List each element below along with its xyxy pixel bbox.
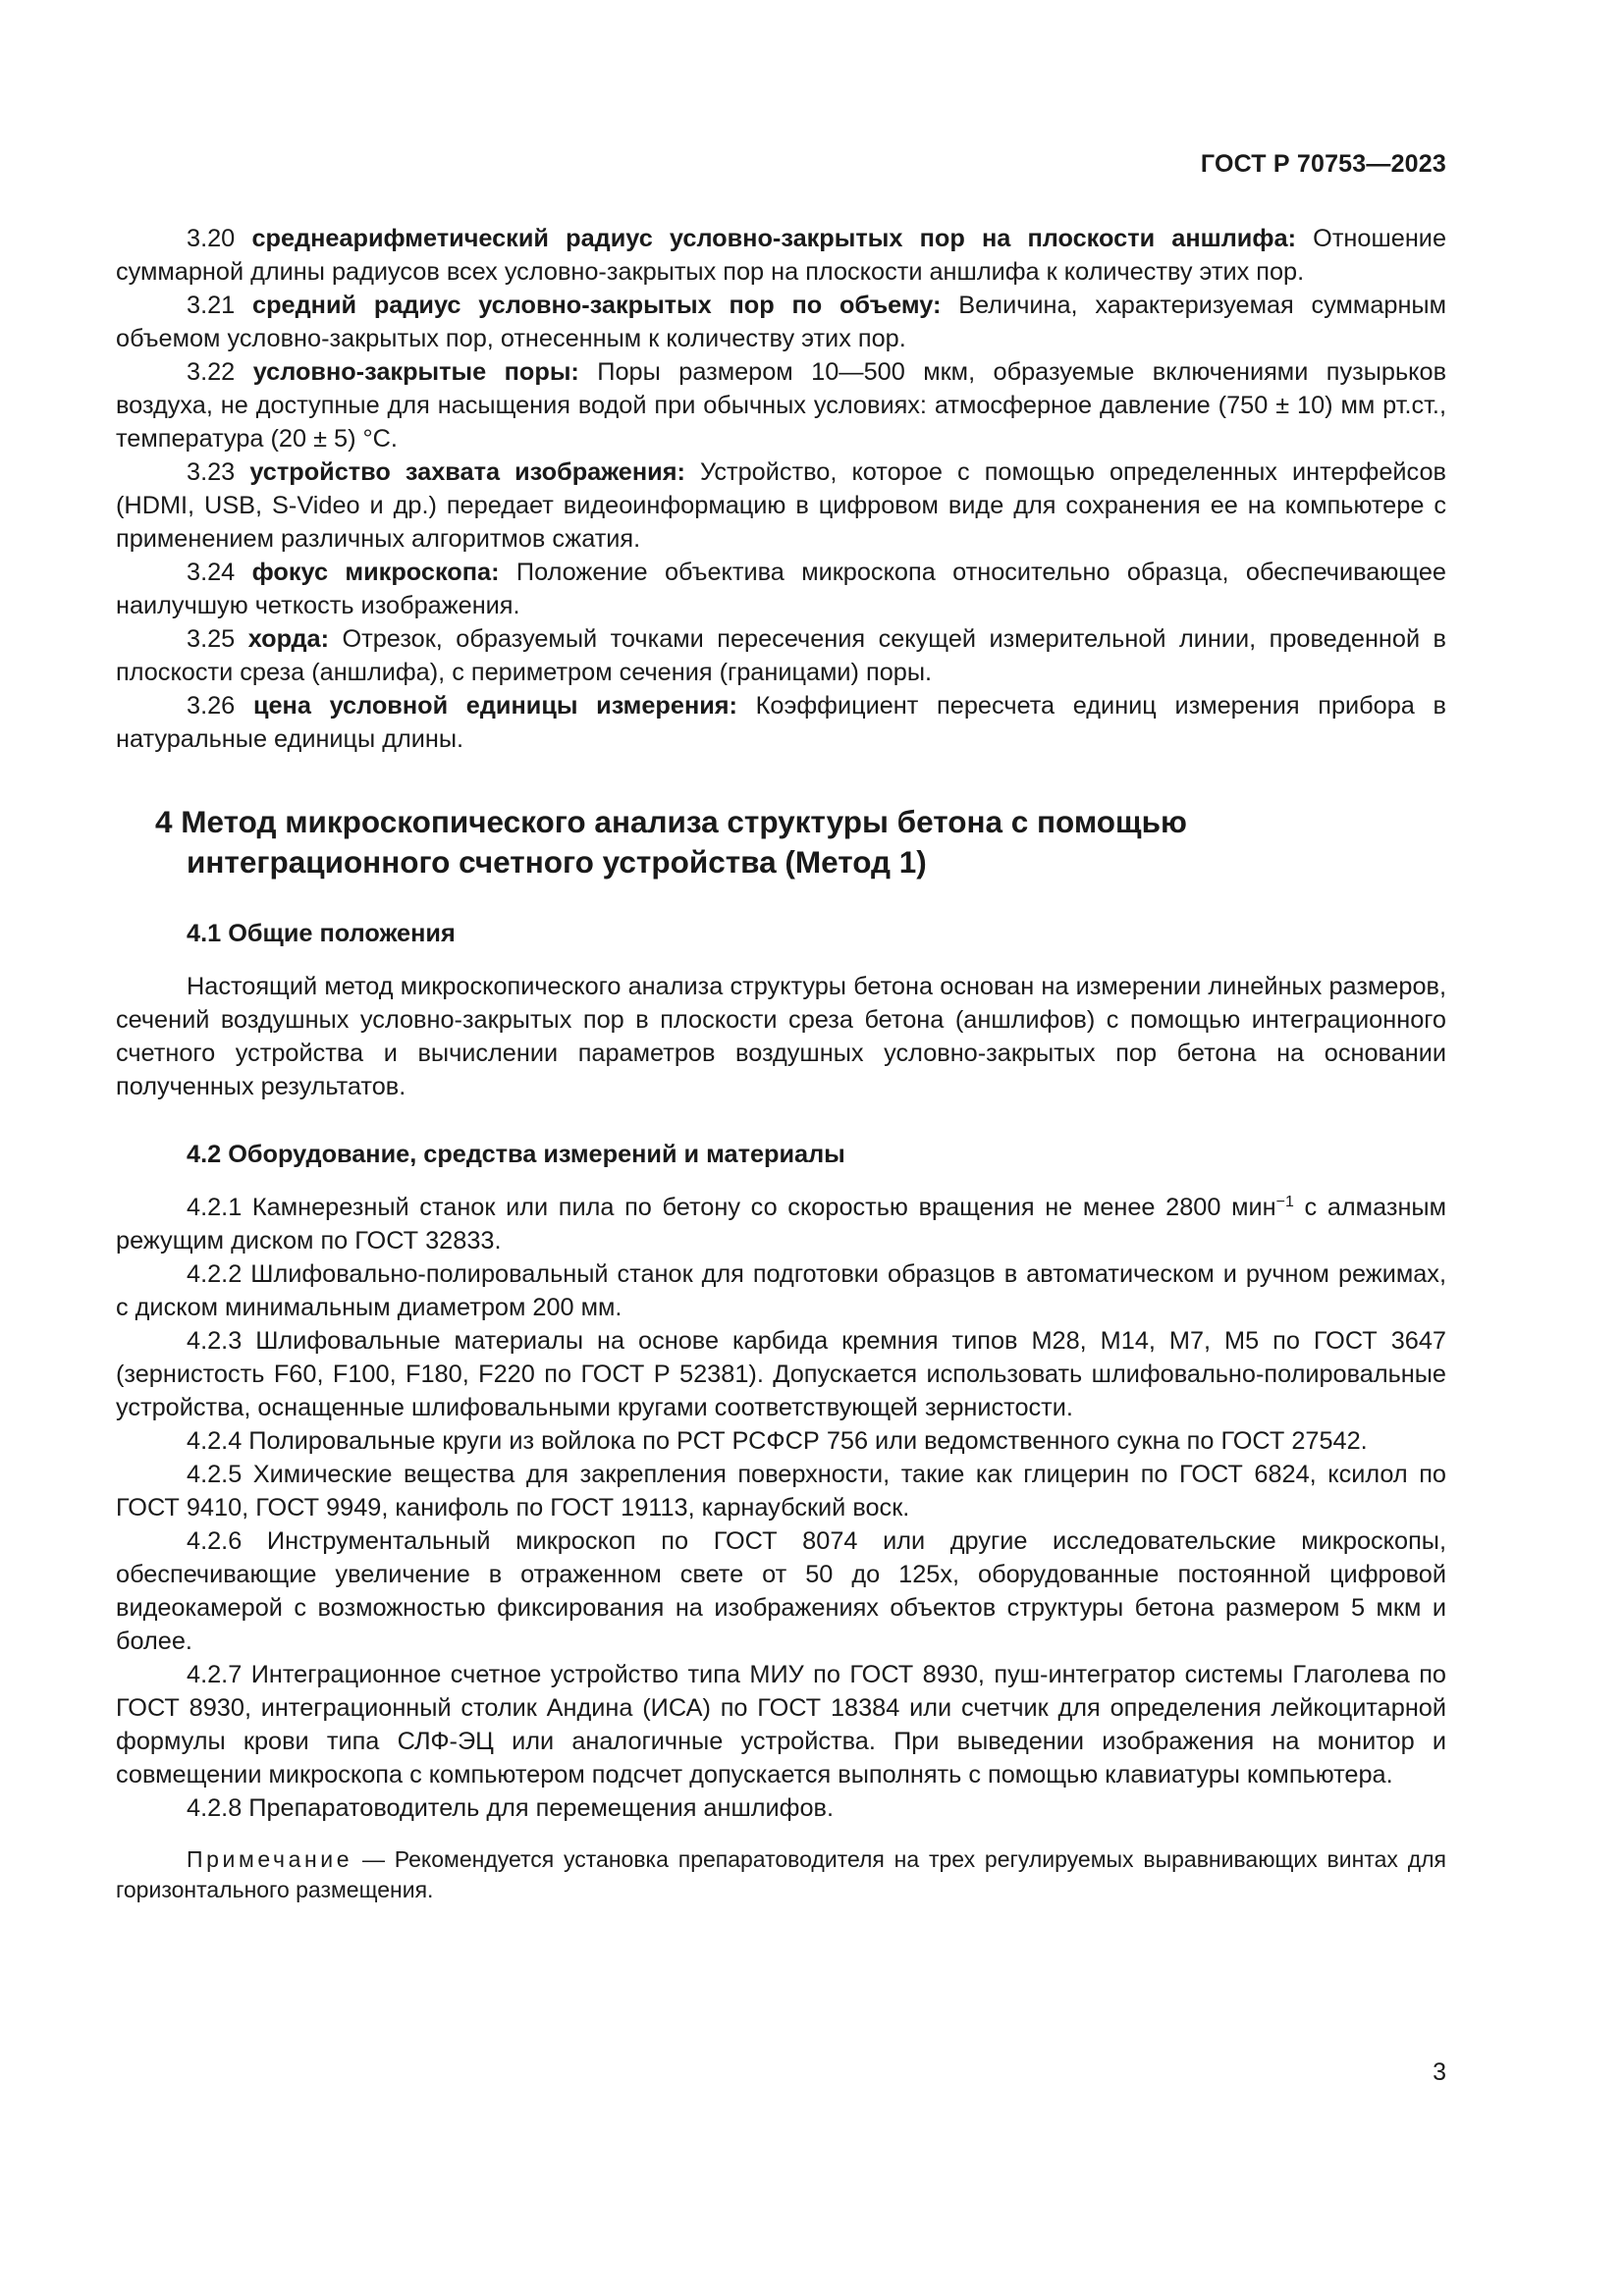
page-number: 3 [1433, 2058, 1446, 2086]
definition-text: Отношение суммарной длины радиусов всех условно-закрытых пор на плоскости аншлифа к количеству этих пор. [116, 225, 1447, 286]
definition-term: средний радиус условно-закрытых пор по объему: [252, 292, 942, 319]
item-4-2-3: 4.2.3 Шлифовальные материалы на основе карбида кремния типов М28, М14, М7, М5 по ГОСТ 3647 (зернистость F60, F100, F180, F220 по ГОСТ Р 52381). Допускается использовать шлифовально-полировальные устройства, оснащенные шлифовальными кругами соответствующей зернистости. [116, 1327, 1446, 1421]
subsection-4-1-heading: 4.1 Общие положения [187, 920, 456, 947]
definition-text: Величина, характеризуемая суммарным объемом условно-закрытых пор, отнесенным к количеству этих пор. [116, 292, 1446, 352]
definition-number: 3.26 [187, 692, 236, 720]
note-text: — Рекомендуется установка препаратоводителя на трех регулируемых выравнивающих винтах для горизонтального размещения. [116, 1846, 1446, 1902]
definition-text: Коэффициент пересчета единиц измерения прибора в натуральные единицы длины. [116, 692, 1446, 753]
definition-3-26 [116, 689, 1446, 756]
section-title: Метод микроскопического анализа структуры бетона с помощью интеграционного счетного устройства (Метод 1) [181, 804, 1187, 880]
item-4-2-4: 4.2.4 Полировальные круги из войлока по РСТ РСФСР 756 или ведомственного сукна по ГОСТ 27542. [187, 1427, 1368, 1455]
definition-text: Поры размером 10—500 мкм, образуемые включениями пузырьков воздуха, не доступные для насыщения водой при обычных условиях: атмосферное давление (750 ± 10) мм рт.ст., температура (20 ± 5) °С. [116, 358, 1447, 453]
note [116, 1844, 1446, 1905]
definition-text: Положение объектива микроскопа относительно образца, обеспечивающее наилучшую четкость изображения. [116, 559, 1446, 619]
definition-text: Устройство, которое с помощью определенных интерфейсов (HDMI, USB, S-Video и др.) передает видеоинформацию в цифровом виде для сохранения ее на компьютере с применением различных алгоритмов сжатия. [116, 458, 1446, 553]
definition-3-21 [116, 289, 1446, 355]
section-4-heading [116, 802, 1446, 882]
definition-number: 3.24 [187, 559, 236, 586]
item-4-2-6: 4.2.6 Инструментальный микроскоп по ГОСТ 8074 или другие исследовательские микроскопы, обеспечивающие увеличение в отраженном свете от 50 до 125х, оборудованные постоянной цифровой видеокамерой с возможностью фиксирования на изображениях объектов структуры бетона размером 5 мкм и более. [116, 1527, 1446, 1655]
definition-number: 3.25 [187, 625, 236, 653]
note-label: Примечание [187, 1846, 353, 1872]
item-4-2-2: 4.2.2 Шлифовально-полировальный станок для подготовки образцов в автоматическом и ручном режимах, с диском минимальным диаметром 200 мм. [116, 1260, 1446, 1321]
definition-3-20 [116, 222, 1446, 289]
definition-text: Отрезок, образуемый точками пересечения секущей измерительной линии, проведенной в плоскости среза (аншлифа), с периметром сечения (границами) поры. [116, 625, 1447, 686]
definition-term: среднеарифметический радиус условно-закрытых пор на плоскости аншлифа: [251, 225, 1296, 252]
definition-term: хорда: [247, 625, 329, 653]
definition-number: 3.23 [187, 458, 236, 486]
definition-term: цена условной единицы измерения: [252, 692, 737, 720]
definition-term: устройство захвата изображения: [249, 458, 685, 486]
section-number: 4 [155, 804, 173, 839]
item-text: с алмазным режущим диском по ГОСТ 32833. [116, 1194, 1446, 1255]
item-text: 4.2.1 Камнерезный станок или пила по бетону со скоростью вращения не менее 2800 мин [187, 1194, 1276, 1221]
subsection-4-1-text: Настоящий метод микроскопического анализа структуры бетона основан на измерении линейных размеров, сечений воздушных условно-закрытых пор в плоскости среза бетона (аншлифов) с помощью интеграционного счетного устройства и вычислении параметров воздушных условно-закрытых пор бетона на основании полученных результатов. [116, 973, 1446, 1100]
definition-3-24 [116, 556, 1446, 622]
standard-code: ГОСТ Р 70753—2023 [1200, 150, 1446, 178]
definition-term: фокус микроскопа: [251, 559, 500, 586]
definition-number: 3.21 [187, 292, 236, 319]
item-4-2-5: 4.2.5 Химические вещества для закрепления поверхности, такие как глицерин по ГОСТ 6824, ксилол по ГОСТ 9410, ГОСТ 9949, канифоль по ГОСТ 19113, карнаубский воск. [116, 1461, 1446, 1522]
definition-number: 3.22 [187, 358, 236, 386]
definition-term: условно-закрытые поры: [252, 358, 579, 386]
item-4-2-7: 4.2.7 Интеграционное счетное устройство типа МИУ по ГОСТ 8930, пуш-интегратор системы Глаголева по ГОСТ 8930, интеграционный столик Андина (ИСА) по ГОСТ 18384 или счетчик для определения лейкоцитарной формулы крови типа СЛФ-ЭЦ или аналогичные устройства. При выведении изображения на монитор и совмещении микроскопа с компьютером подсчет допускается выполнять с помощью клавиатуры компьютера. [116, 1661, 1446, 1789]
subsection-4-2-heading: 4.2 Оборудование, средства измерений и материалы [187, 1141, 845, 1168]
document-body [116, 222, 1446, 1905]
item-4-2-8: 4.2.8 Препаратоводитель для перемещения аншлифов. [187, 1794, 835, 1822]
definition-3-22 [116, 355, 1446, 455]
definition-number: 3.20 [187, 225, 236, 252]
superscript-exponent: −1 [1275, 1194, 1294, 1210]
item-4-2-1 [116, 1191, 1446, 1257]
definition-3-25 [116, 622, 1446, 689]
definition-3-23 [116, 455, 1446, 556]
